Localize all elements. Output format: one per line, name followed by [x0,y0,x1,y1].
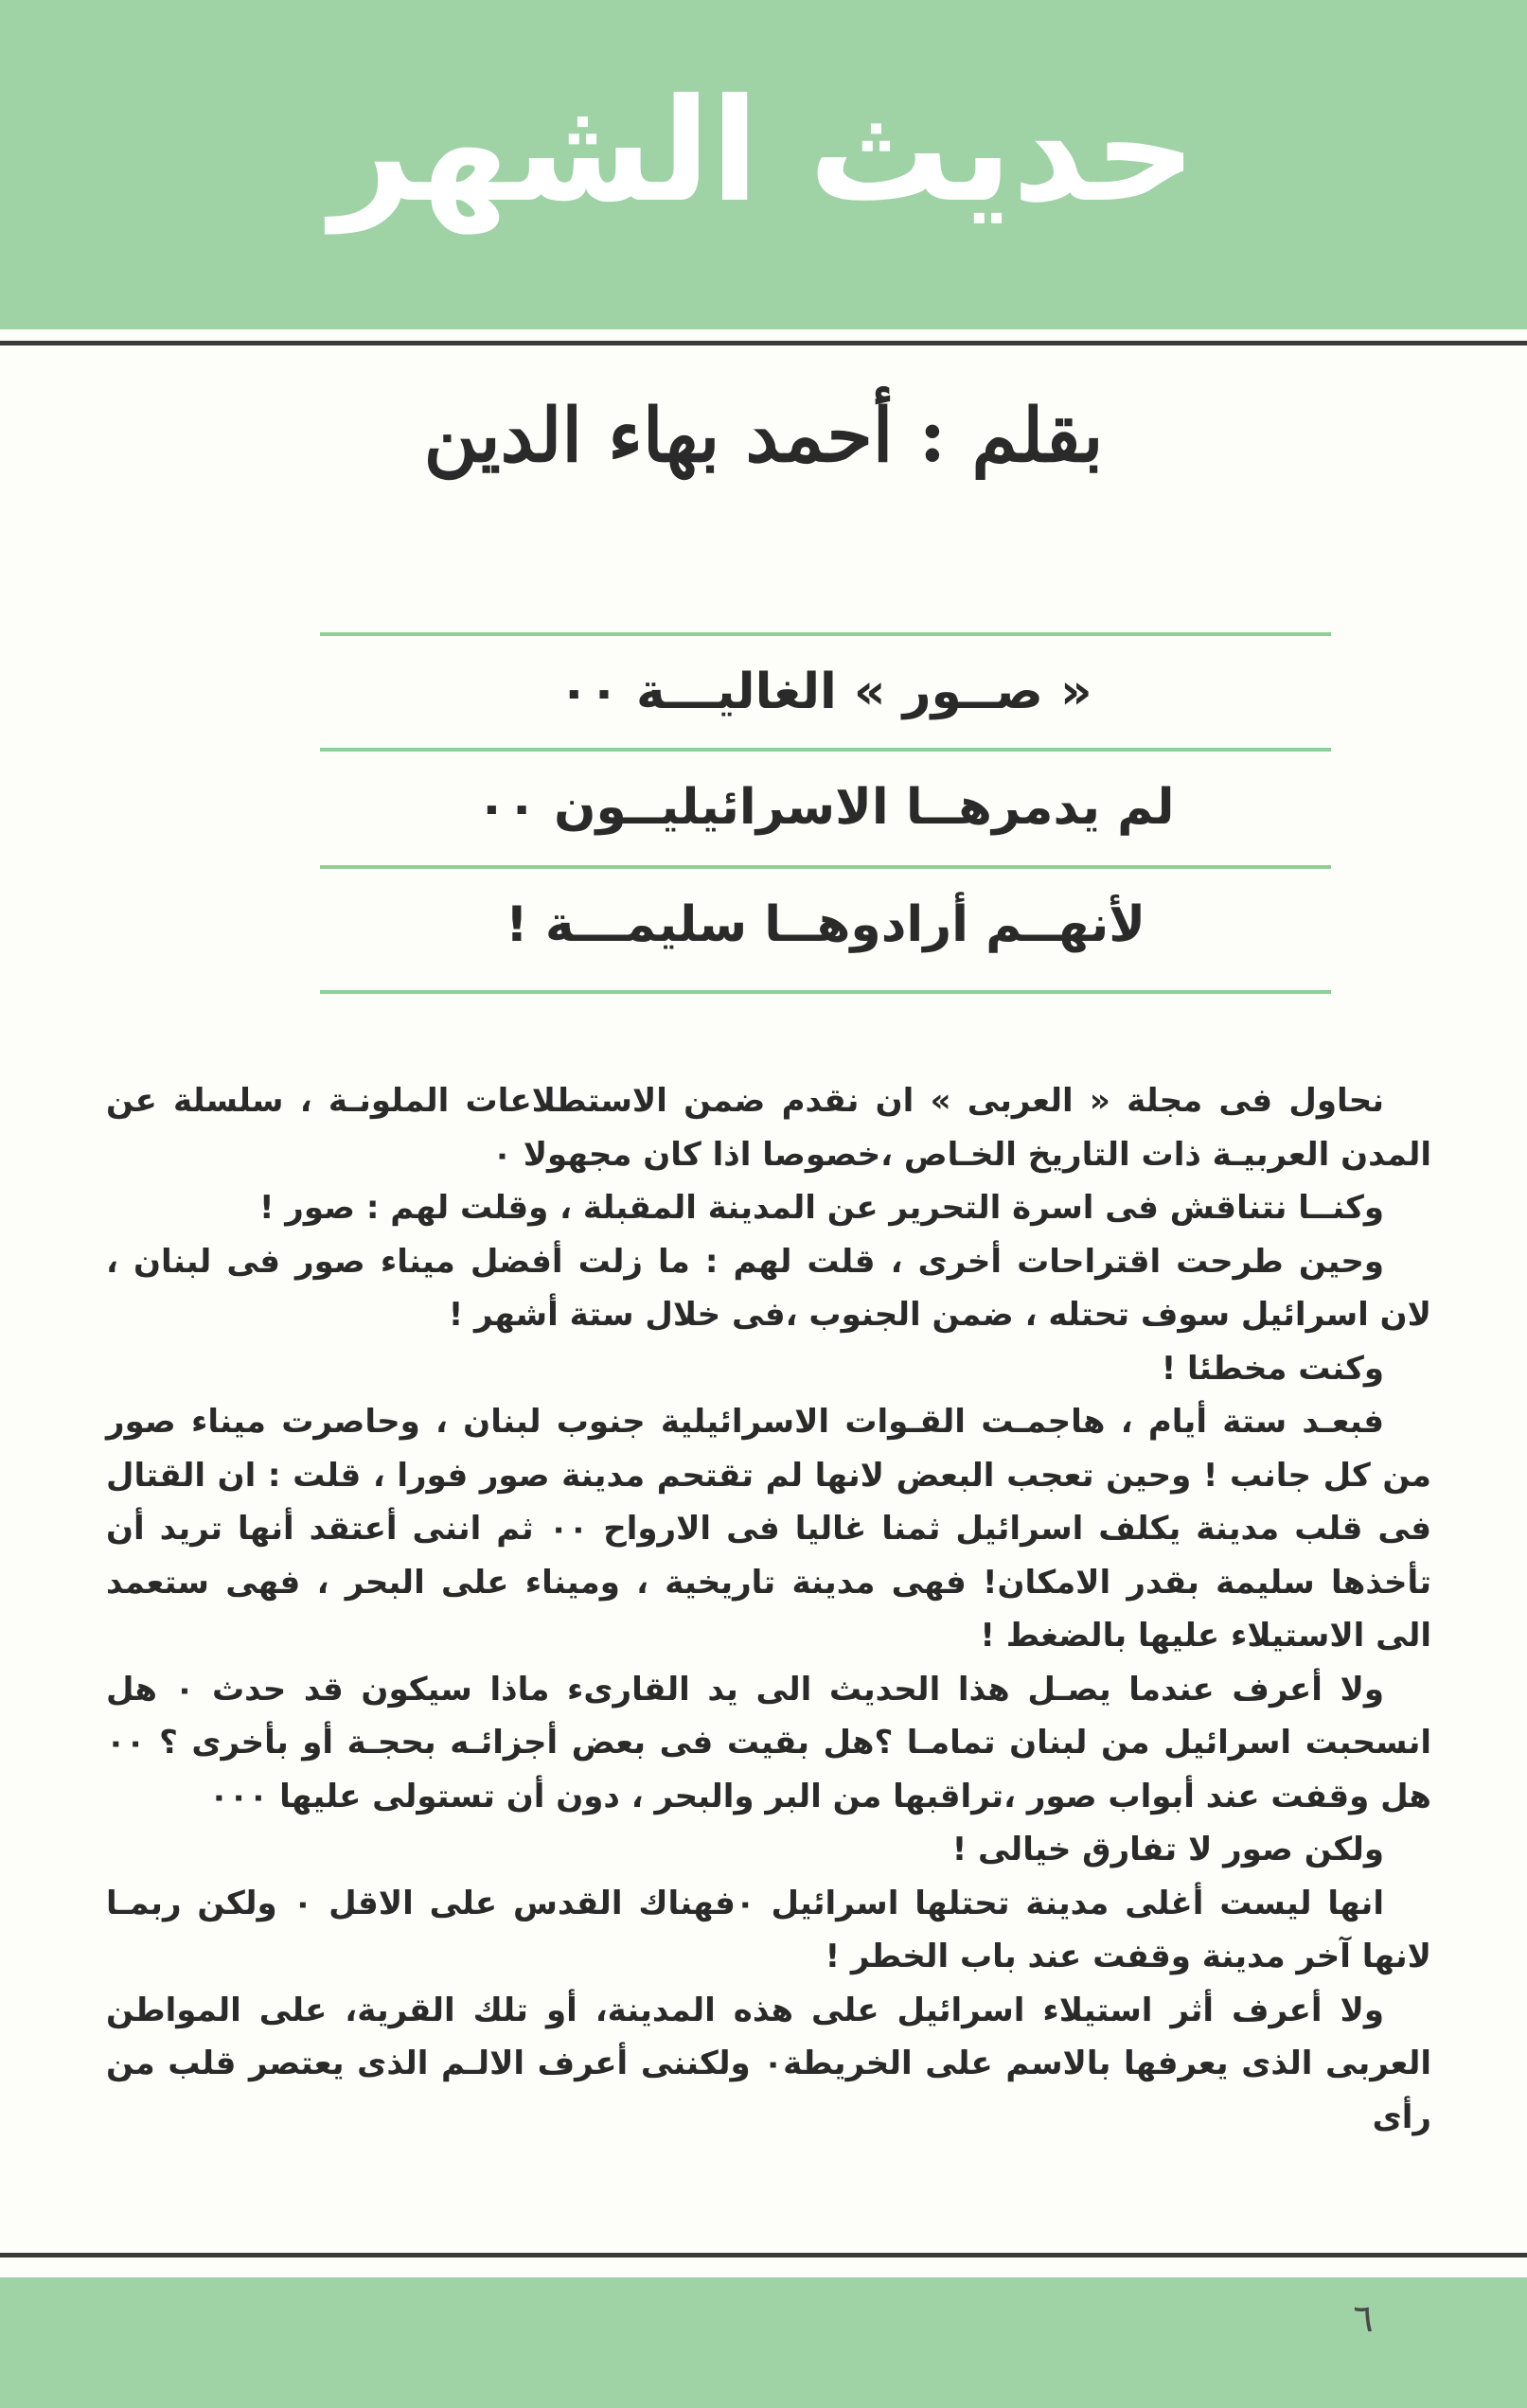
paragraph: ولكن صور لا تفارق خيالى ! [951,1831,1384,1868]
article-body [106,1074,1431,2172]
paragraph: وحين طرحت اقتراحات أخرى ، قلت لهم : ما زلت أفضل ميناء صور فى لبنان ، لان اسرائيل سوف تحتله ، ضمن الجنوب ،فى خلال ستة أشهر ! [106,1242,1431,1334]
footer-band [0,2277,1527,2408]
header-divider [0,341,1527,345]
page-number: ٦ [1353,2297,1374,2341]
headline-line-2: لم يدمرهــا الاسرائيليــون ٠٠ [476,779,1175,836]
paragraph: انها ليست أغلى مدينة تحتلها اسرائيل ٠فهناك القدس على الاقل ٠ ولكن ربمـا لانها آخر مدينة وقفت عند باب الخطر ! [106,1884,1431,1975]
headline-rule-bottom [320,990,1331,994]
author-byline: بقلم : أحمد بهاء الدين [423,392,1104,479]
paragraph: وكنــا نتناقش فى اسرة التحرير عن المدينة المقبلة ، وقلت لهم : صور ! [258,1189,1384,1227]
paragraph: ولا أعرف أثر استيلاء اسرائيل على هذه المدينة، أو تلك القرية، على المواطن العربى الذى يعرفها بالاسم على الخريطة٠ ولكننى أعرف الالـم الذى يعتصر قلب من رأى [106,1991,1431,2136]
footer-divider [0,2253,1527,2258]
paragraph: وكنت مخطئا ! [1161,1349,1384,1388]
headline-line-1: « صــور » الغاليـــة ٠٠ [559,664,1092,720]
headline-line-3: لأنهــم أرادوهــا سليمـــة ! [506,896,1145,953]
paragraph: فبعـد ستة أيام ، هاجمـت القـوات الاسرائيلية جنوب لبنان ، وحاصرت ميناء صور من كل جانب ! وحين تعجب البعض لانها لم تقتحم مدينة صور فورا ، قلت : ان القتال فى قلب مدينة يكلف اسرائيل ثمنا غاليا فى الارواح ٠٠ ثم اننى أعتقد أنها تريد أن تأخذها سليمة بقدر الامكان! فهى مدينة تاريخية ، وميناء على البحر ، فهى ستعمد الى الاستيلاء عليها بالضغط ! [106,1403,1432,1655]
magazine-section-title: حديث الشهر [330,69,1197,234]
paragraph: نحاول فى مجلة « العربى » ان نقدم ضمن الاستطلاعات الملونـة ، سلسلة عن المدن العربيـة ذات التاريخ الخـاص ،خصوصا اذا كان مجهولا ٠ [106,1082,1431,1174]
paragraph: ولا أعرف عندما يصـل هذا الحديث الى يد القارىء ماذا سيكون قد حدث ٠ هل انسحبت اسرائيل من لبنان تمامـا ؟هل بقيت فى بعض أجزائـه بحجـة أو بأخرى ؟ ٠٠ هل وقفت عند أبواب صور ،تراقبها من البر والبحر ، دون أن تستولى عليها ٠٠٠ [106,1670,1431,1815]
